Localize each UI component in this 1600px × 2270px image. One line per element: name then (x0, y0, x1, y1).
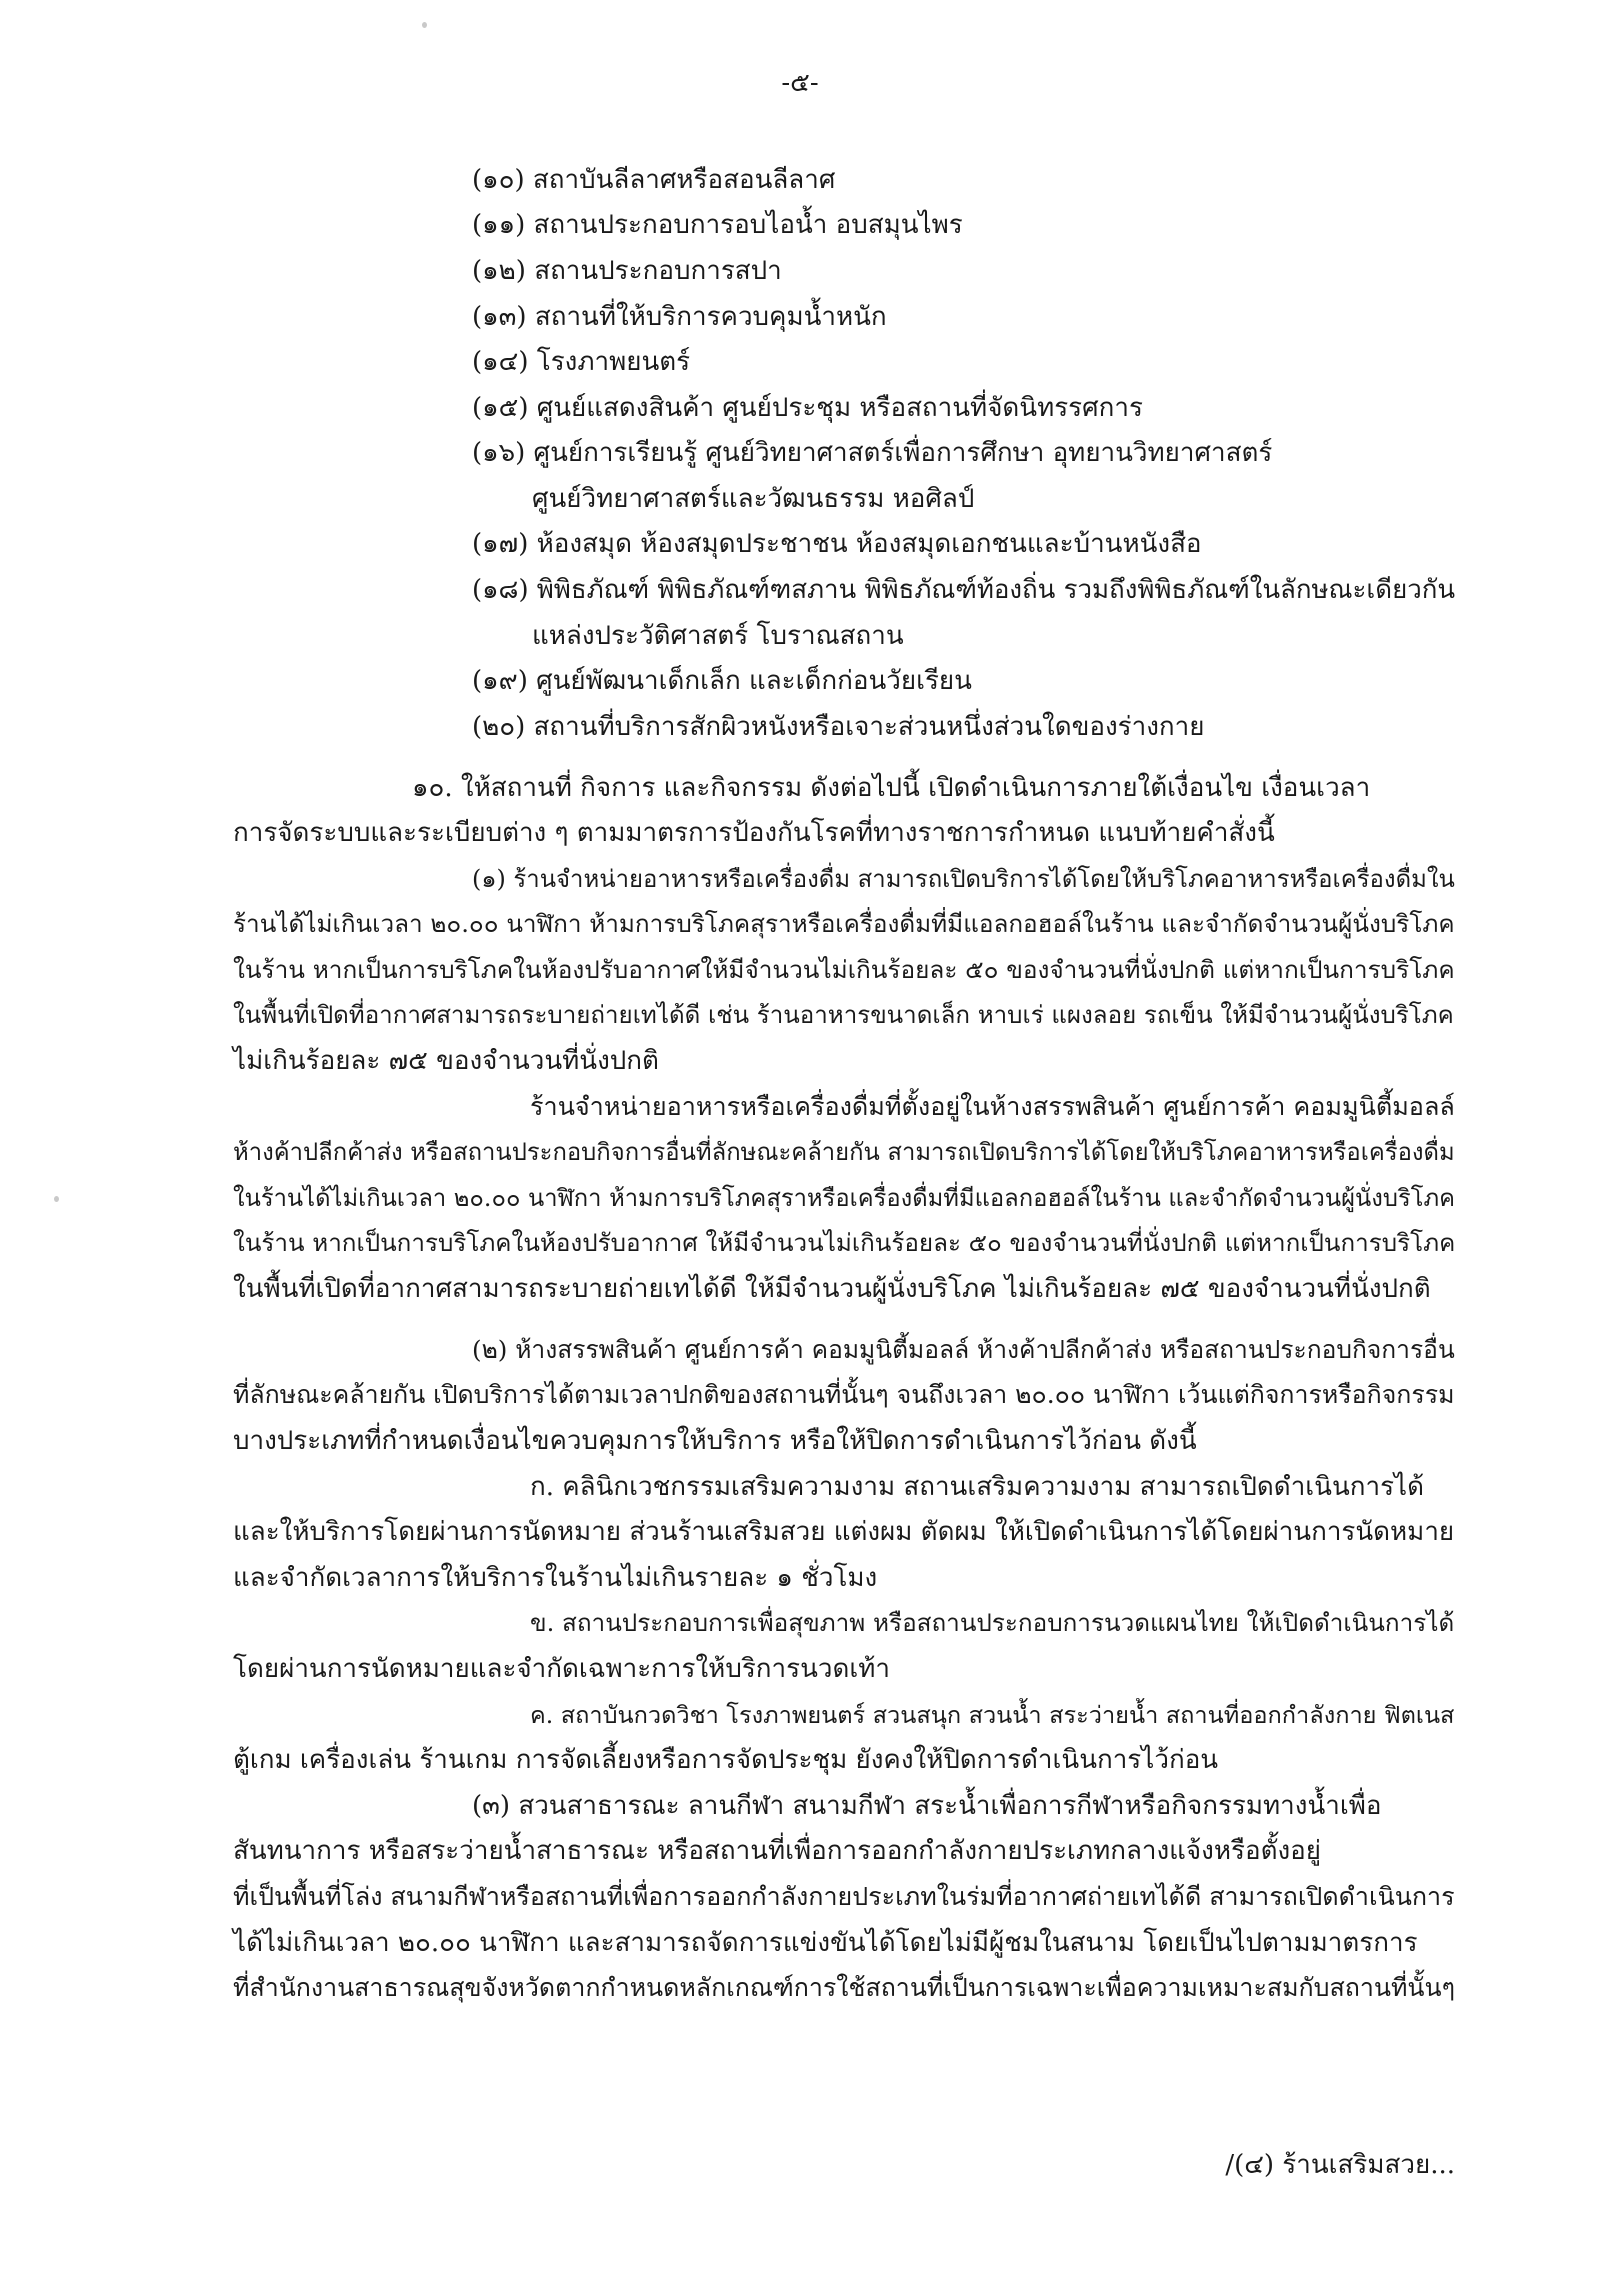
paragraph-line: ที่ลักษณะคล้ายกัน เปิดบริการได้ตามเวลาปกติของสถานที่นั้นๆ จนถึงเวลา ๒๐.๐๐ นาฬิกา เว้นแต่กิจการหรือกิจกรรม (233, 1380, 1455, 1409)
list-item: (๑๓) สถานที่ให้บริการควบคุมน้ำหนัก (472, 302, 887, 332)
paragraph-line: ห้างค้าปลีกค้าส่ง หรือสถานประกอบกิจการอื่นที่ลักษณะคล้ายกัน สามารถเปิดบริการได้โดยให้บริโภคอาหารหรือเครื่องดื่ม (233, 1138, 1455, 1166)
list-item: (๑๐) สถาบันลีลาศหรือสอนลีลาศ (472, 165, 836, 195)
list-item: (๑๙) ศูนย์พัฒนาเด็กเล็ก และเด็กก่อนวัยเรียน (472, 666, 972, 696)
paragraph-line: และให้บริการโดยผ่านการนัดหมาย ส่วนร้านเสริมสวย แต่งผม ตัดผม ให้เปิดดำเนินการได้โดยผ่านการนัดหมาย (233, 1517, 1455, 1547)
paragraph-line: การจัดระบบและระเบียบต่าง ๆ ตามมาตรการป้องกันโรคที่ทางราชการกำหนด แนบท้ายคำสั่งนี้ (233, 818, 1275, 848)
paragraph-line: ร้านจำหน่ายอาหารหรือเครื่องดื่มที่ตั้งอยู่ในห้างสรรพสินค้า ศูนย์การค้า คอมมูนิตี้มอลล์ (530, 1092, 1455, 1121)
paragraph-line: ไม่เกินร้อยละ ๗๕ ของจำนวนที่นั่งปกติ (233, 1046, 659, 1076)
paragraph-line: ค. สถาบันกวดวิชา โรงภาพยนตร์ สวนสนุก สวนน้ำ สระว่ายน้ำ สถานที่ออกกำลังกาย ฟิตเนส (530, 1701, 1455, 1729)
paragraph-line: และจำกัดเวลาการให้บริการในร้านไม่เกินรายละ ๑ ชั่วโมง (233, 1563, 878, 1593)
paragraph-line: ร้านได้ไม่เกินเวลา ๒๐.๐๐ นาฬิกา ห้ามการบริโภคสุราหรือเครื่องดื่มที่มีแอลกอฮอล์ในร้าน และจำกัดจำนวนผู้นั่งบริโภค (233, 909, 1455, 938)
paragraph-line: ที่สำนักงานสาธารณสุขจังหวัดตากกำหนดหลักเกณฑ์การใช้สถานที่เป็นการเฉพาะเพื่อความเหมาะสมกับสถานที่นั้นๆ (233, 1973, 1455, 2002)
list-item: (๑๕) ศูนย์แสดงสินค้า ศูนย์ประชุม หรือสถานที่จัดนิทรรศการ (472, 393, 1143, 423)
paragraph-line: (๑) ร้านจำหน่ายอาหารหรือเครื่องดื่ม สามารถเปิดบริการได้โดยให้บริโภคอาหารหรือเครื่องดื่มใน (472, 865, 1455, 893)
paragraph-line: ตู้เกม เครื่องเล่น ร้านเกม การจัดเลี้ยงหรือการจัดประชุม ยังคงให้ปิดการดำเนินการไว้ก่อน (233, 1745, 1219, 1775)
paragraph-line: ได้ไม่เกินเวลา ๒๐.๐๐ นาฬิกา และสามารถจัดการแข่งขันได้โดยไม่มีผู้ชมในสนาม โดยเป็นไปตามมาตรการ (233, 1928, 1418, 1958)
paragraph-line: ในร้าน หากเป็นการบริโภคในห้องปรับอากาศ ให้มีจำนวนไม่เกินร้อยละ ๕๐ ของจำนวนที่นั่งปกติ แต่หากเป็นการบริโภค (233, 1229, 1456, 1257)
list-item: (๑๒) สถานประกอบการสปา (472, 256, 782, 286)
paragraph-line: ในร้าน หากเป็นการบริโภคในห้องปรับอากาศให้มีจำนวนไม่เกินร้อยละ ๕๐ ของจำนวนที่นั่งปกติ แต่หากเป็นการบริโภค (233, 955, 1455, 984)
list-item-continuation: แหล่งประวัติศาสตร์ โบราณสถาน (532, 621, 904, 651)
paragraph-line: (๓) สวนสาธารณะ ลานกีฬา สนามกีฬา สระน้ำเพื่อการกีฬาหรือกิจกรรมทางน้ำเพื่อ (472, 1791, 1382, 1821)
paragraph-line: บางประเภทที่กำหนดเงื่อนไขควบคุมการให้บริการ หรือให้ปิดการดำเนินการไว้ก่อน ดังนี้ (233, 1426, 1197, 1456)
paragraph-line: ก. คลินิกเวชกรรมเสริมความงาม สถานเสริมความงาม สามารถเปิดดำเนินการได้ (530, 1472, 1424, 1502)
paragraph-line: (๒) ห้างสรรพสินค้า ศูนย์การค้า คอมมูนิตี้มอลล์ ห้างค้าปลีกค้าส่ง หรือสถานประกอบกิจการอื่น (472, 1335, 1455, 1364)
paragraph-line: ที่เป็นพื้นที่โล่ง สนามกีฬาหรือสถานที่เพื่อการออกกำลังกายประเภทในร่มที่อากาศถ่ายเทได้ดี สามารถเปิดดำเนินการ (233, 1882, 1455, 1911)
paragraph-line: สันทนาการ หรือสระว่ายน้ำสาธารณะ หรือสถานที่เพื่อการออกกำลังกายประเภทกลางแจ้งหรือตั้งอยู่ (233, 1836, 1322, 1866)
paragraph-line: ในร้านได้ไม่เกินเวลา ๒๐.๐๐ นาฬิกา ห้ามการบริโภคสุราหรือเครื่องดื่มที่มีแอลกอฮอล์ในร้าน และจำกัดจำนวนผู้นั่งบริโภค (233, 1184, 1456, 1212)
scan-speck (54, 1196, 59, 1202)
list-item: (๑๖) ศูนย์การเรียนรู้ ศูนย์วิทยาศาสตร์เพื่อการศึกษา อุทยานวิทยาศาสตร์ (472, 438, 1273, 468)
list-item: (๑๗) ห้องสมุด ห้องสมุดประชาชน ห้องสมุดเอกชนและบ้านหนังสือ (472, 529, 1202, 559)
paragraph-line: ข. สถานประกอบการเพื่อสุขภาพ หรือสถานประกอบการนวดแผนไทย ให้เปิดดำเนินการได้ (530, 1608, 1455, 1637)
scan-speck (422, 22, 427, 28)
paragraph-line: ในพื้นที่เปิดที่อากาศสามารถระบายถ่ายเทได้ดี ให้มีจำนวนผู้นั่งบริโภค ไม่เกินร้อยละ ๗๕ ของจำนวนที่นั่งปกติ (233, 1274, 1431, 1304)
section-10-heading (412, 771, 1455, 805)
list-item: (๑๔) โรงภาพยนตร์ (472, 347, 691, 377)
list-item: (๑๘) พิพิธภัณฑ์ พิพิธภัณฑ์ฑสภาน พิพิธภัณฑ์ท้องถิ่น รวมถึงพิพิธภัณฑ์ในลักษณะเดียวกัน (472, 575, 1456, 605)
list-item: (๒๐) สถานที่บริการสักผิวหนังหรือเจาะส่วนหนึ่งส่วนใดของร่างกาย (472, 712, 1205, 742)
list-item: (๑๑) สถานประกอบการอบไอน้ำ อบสมุนไพร (472, 210, 963, 240)
continuation-footer: /(๔) ร้านเสริมสวย... (1225, 2150, 1455, 2180)
paragraph-line: ๑๐. ให้สถานที่ กิจการ และกิจกรรม ดังต่อไปนี้ เปิดดำเนินการภายใต้เงื่อนไข เงื่อนเวลา (412, 773, 1371, 803)
paragraph-line: โดยผ่านการนัดหมายและจำกัดเฉพาะการให้บริการนวดเท้า (233, 1654, 890, 1684)
paragraph-line: ในพื้นที่เปิดที่อากาศสามารถระบายถ่ายเทได้ดี เช่น ร้านอาหารขนาดเล็ก หาบเร่ แผงลอย รถเข็น ให้มีจำนวนผู้นั่งบริโภค (233, 1001, 1454, 1029)
list-item-continuation: ศูนย์วิทยาศาสตร์และวัฒนธรรม หอศิลป์ (532, 484, 975, 514)
page-number: -๕- (781, 68, 819, 98)
